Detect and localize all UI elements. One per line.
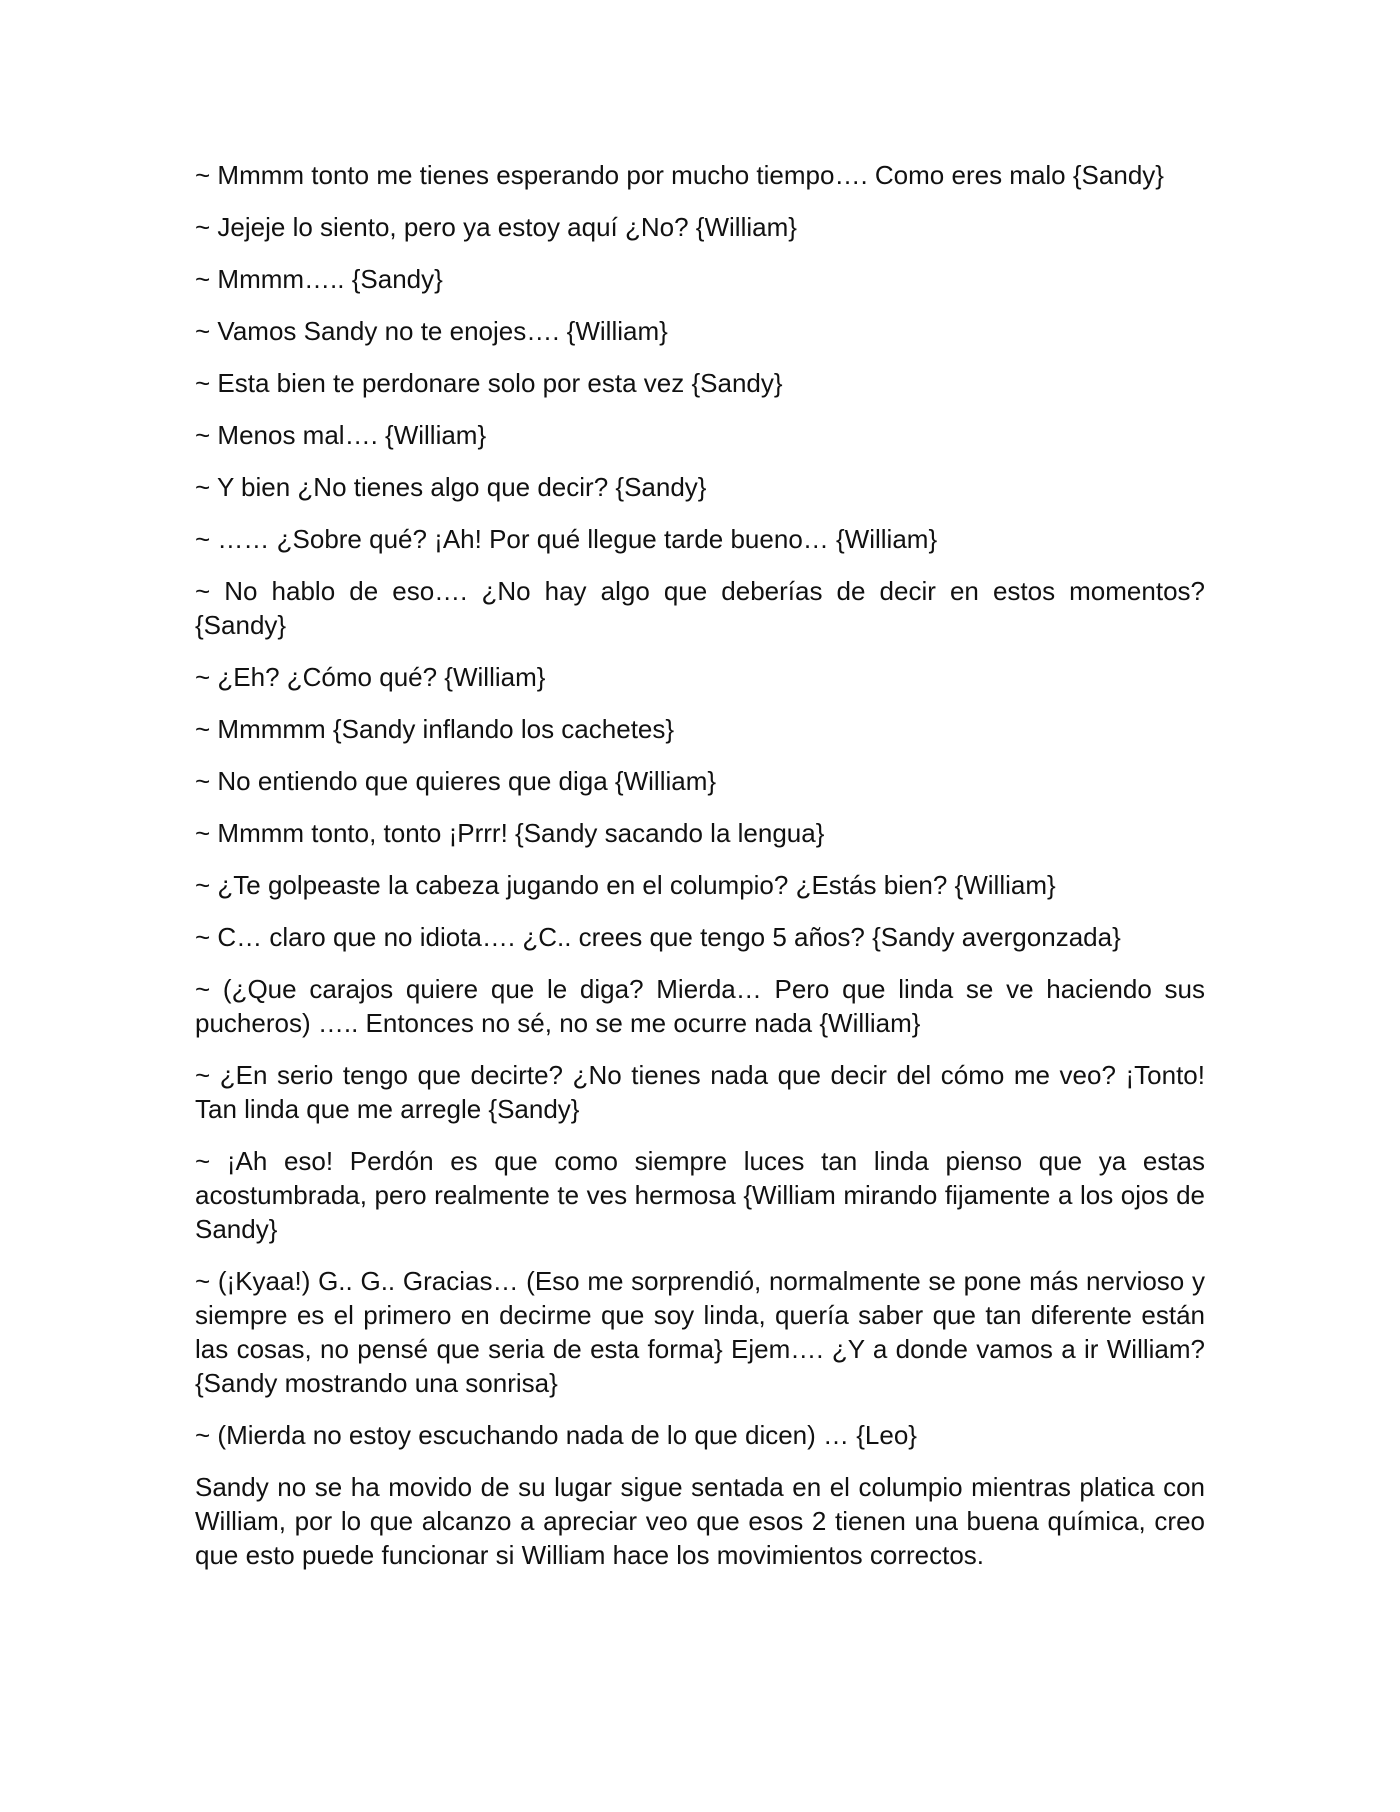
dialogue-line: ~ C… claro que no idiota…. ¿C.. crees que tengo 5 años? {Sandy avergonzada}	[195, 922, 1121, 952]
dialogue-line: ~ Mmmm tonto, tonto ¡Prrr! {Sandy sacando la lengua}	[195, 818, 825, 848]
dialogue-line: ~ ¡Ah eso! Perdón es que como siempre luces tan linda pienso que ya estas acostumbrada, pero realmente te ves hermosa {William mirando fijamente a los ojos de Sandy}	[195, 1146, 1205, 1244]
dialogue-line: ~ Mmmmm {Sandy inflando los cachetes}	[195, 714, 675, 744]
dialogue-line: ~ ¿En serio tengo que decirte? ¿No tienes nada que decir del cómo me veo? ¡Tonto! Tan linda que me arregle {Sandy}	[195, 1060, 1205, 1124]
dialogue-line: ~ ¿Te golpeaste la cabeza jugando en el columpio? ¿Estás bien? {William}	[195, 870, 1056, 900]
dialogue-line: ~ Menos mal…. {William}	[195, 420, 487, 450]
dialogue-line: ~ ¿Eh? ¿Cómo qué? {William}	[195, 662, 546, 692]
dialogue-line: ~ Mmmm….. {Sandy}	[195, 264, 443, 294]
dialogue-line: ~ …… ¿Sobre qué? ¡Ah! Por qué llegue tarde bueno… {William}	[195, 524, 938, 554]
dialogue-line: ~ (¡Kyaa!) G.. G.. Gracias… (Eso me sorprendió, normalmente se pone más nervioso y siempre es el primero en decirme que soy linda, quería saber que tan diferente están las cosas, no pensé que seria de esta forma} Ejem…. ¿Y a donde vamos a ir William? {Sandy mostrando una sonrisa}	[195, 1266, 1205, 1398]
dialogue-line: ~ No hablo de eso…. ¿No hay algo que deberías de decir en estos momentos? {Sandy}	[195, 576, 1205, 640]
narration-paragraph: Sandy no se ha movido de su lugar sigue sentada en el columpio mientras platica con William, por lo que alcanzo a apreciar veo que esos 2 tienen una buena química, creo que esto puede funcionar si William hace los movimientos correctos.	[195, 1472, 1205, 1570]
dialogue-line: ~ Vamos Sandy no te enojes…. {William}	[195, 316, 668, 346]
document-page	[195, 158, 1205, 1590]
dialogue-line: ~ (¿Que carajos quiere que le diga? Mierda… Pero que linda se ve haciendo sus pucheros) ….. Entonces no sé, no se me ocurre nada {William}	[195, 974, 1205, 1038]
dialogue-line: ~ Jejeje lo siento, pero ya estoy aquí ¿No? {William}	[195, 212, 797, 242]
dialogue-line: ~ Mmmm tonto me tienes esperando por mucho tiempo…. Como eres malo {Sandy}	[195, 160, 1164, 190]
dialogue-line: ~ (Mierda no estoy escuchando nada de lo que dicen) … {Leo}	[195, 1420, 917, 1450]
dialogue-line: ~ No entiendo que quieres que diga {William}	[195, 766, 717, 796]
dialogue-line: ~ Esta bien te perdonare solo por esta vez {Sandy}	[195, 368, 783, 398]
dialogue-line: ~ Y bien ¿No tienes algo que decir? {Sandy}	[195, 472, 707, 502]
